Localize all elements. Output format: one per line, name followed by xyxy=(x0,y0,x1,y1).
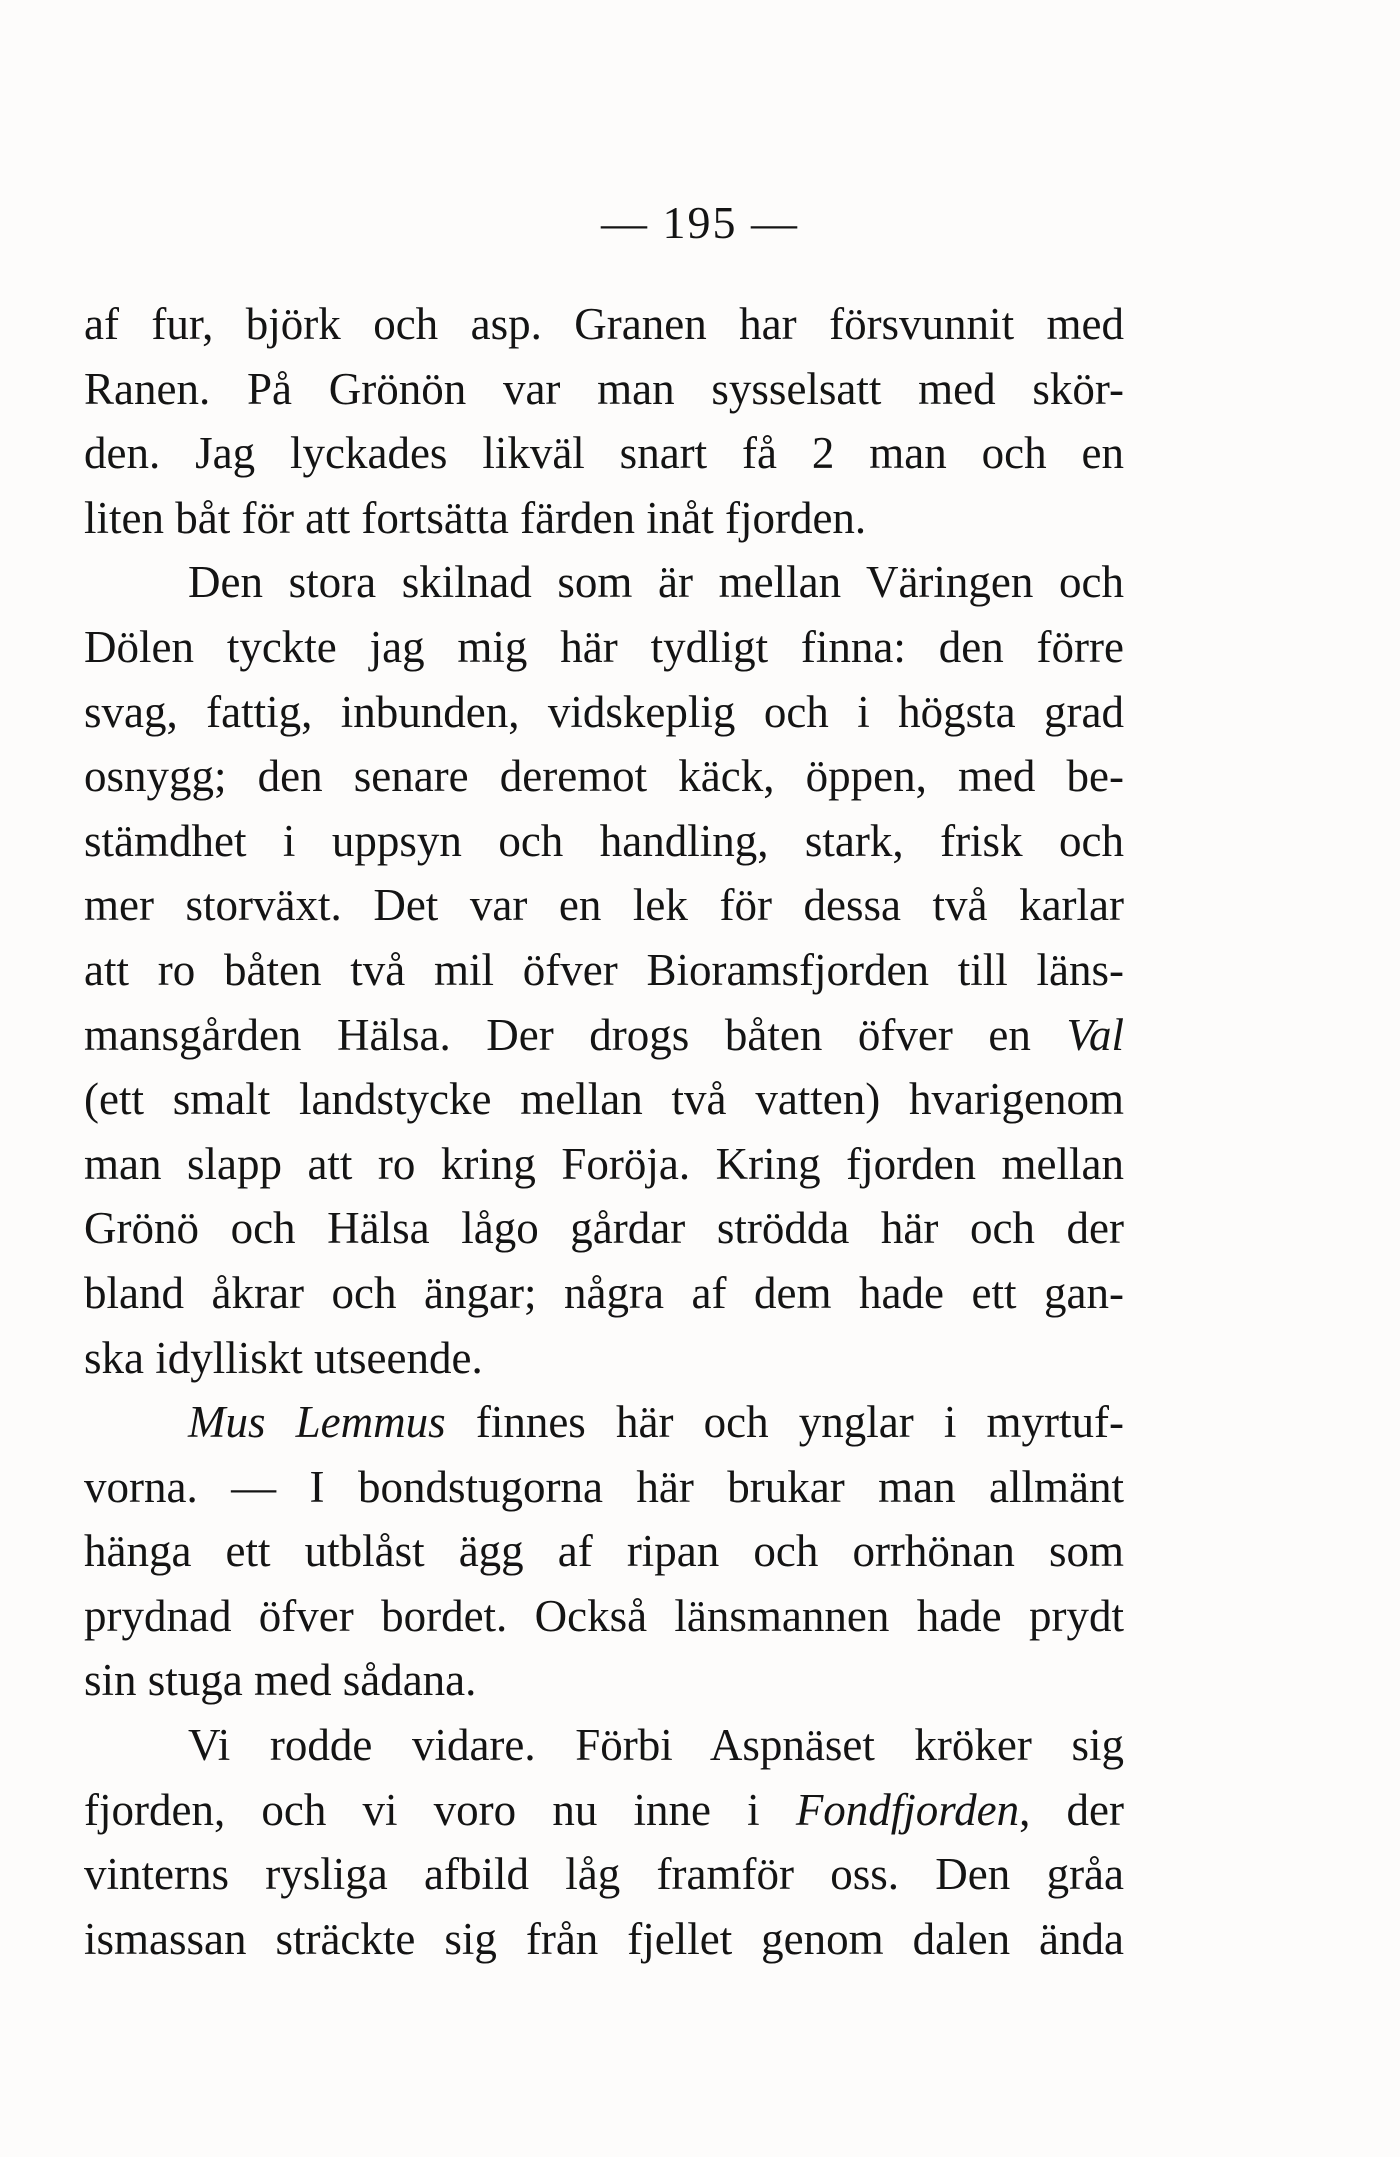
paragraph-line: Grönö och Hälsa lågo gårdar strödda här och der xyxy=(84,1203,1124,1254)
paragraph-line: den. Jag lyckades likväl snart få 2 man och en xyxy=(84,428,1124,479)
paragraph-line: sin stuga med sådana. xyxy=(84,1655,477,1706)
paragraph-line: hänga ett utblåst ägg af ripan och orrhönan som xyxy=(84,1526,1124,1577)
paragraph-line: (ett smalt landstycke mellan två vatten) hvarigenom xyxy=(84,1074,1124,1125)
paragraph-line xyxy=(84,1778,1124,1843)
paragraph-line: prydnad öfver bordet. Också länsmannen hade prydt xyxy=(84,1590,1124,1641)
italic-term: Val xyxy=(1066,1009,1124,1060)
page-number: — 195 — xyxy=(601,197,799,248)
paragraph-line: stämdhet i uppsyn och handling, stark, frisk och xyxy=(84,815,1124,866)
paragraph-line: vorna. — I bondstugorna här brukar man allmänt xyxy=(84,1461,1124,1512)
paragraph-line: att ro båten två mil öfver Bioramsfjorden till läns- xyxy=(84,944,1124,995)
paragraph-line: Dölen tyckte jag mig här tydligt finna: den förre xyxy=(84,621,1124,672)
line-text: , der xyxy=(1019,1784,1124,1835)
paragraph-line: man slapp att ro kring Foröja. Kring fjorden mellan xyxy=(84,1138,1124,1189)
paragraph-line: osnygg; den senare deremot käck, öppen, med be- xyxy=(84,751,1124,802)
paragraph-line xyxy=(84,1390,1124,1455)
line-text: mansgården Hälsa. Der drogs båten öfver en xyxy=(84,1009,1067,1060)
paragraph-line: Vi rodde vidare. Förbi Aspnäset kröker sig xyxy=(188,1720,1124,1771)
paragraph-line: bland åkrar och ängar; några af dem hade ett gan- xyxy=(84,1267,1124,1318)
italic-term: Mus Lemmus xyxy=(188,1397,446,1448)
paragraph-line: af fur, björk och asp. Granen har försvunnit med xyxy=(84,299,1124,349)
line-text: fjorden, och vi voro nu inne i xyxy=(84,1784,796,1835)
paragraph-line: mer storväxt. Det var en lek för dessa två karlar xyxy=(84,880,1124,931)
paragraph-line: ska idylliskt utseende. xyxy=(84,1332,483,1383)
paragraph-line: Ranen. På Grönön var man sysselsatt med skör- xyxy=(84,363,1124,414)
paragraph-line: svag, fattig, inbunden, vidskeplig och i högsta grad xyxy=(84,686,1124,737)
line-text: finnes här och ynglar i myrtuf- xyxy=(445,1397,1124,1448)
italic-term: Fondfjorden xyxy=(795,1784,1020,1835)
paragraph-line: liten båt för att fortsätta färden inåt fjorden. xyxy=(84,492,867,543)
paragraph-line: vinterns rysliga afbild låg framför oss. Den gråa xyxy=(84,1849,1124,1900)
paragraph-line: ismassan sträckte sig från fjellet genom dalen ända xyxy=(84,1913,1124,1964)
body-text xyxy=(84,292,1124,1971)
paragraph-line xyxy=(84,1003,1124,1068)
paragraph-line: Den stora skilnad som är mellan Väringen och xyxy=(188,557,1124,608)
